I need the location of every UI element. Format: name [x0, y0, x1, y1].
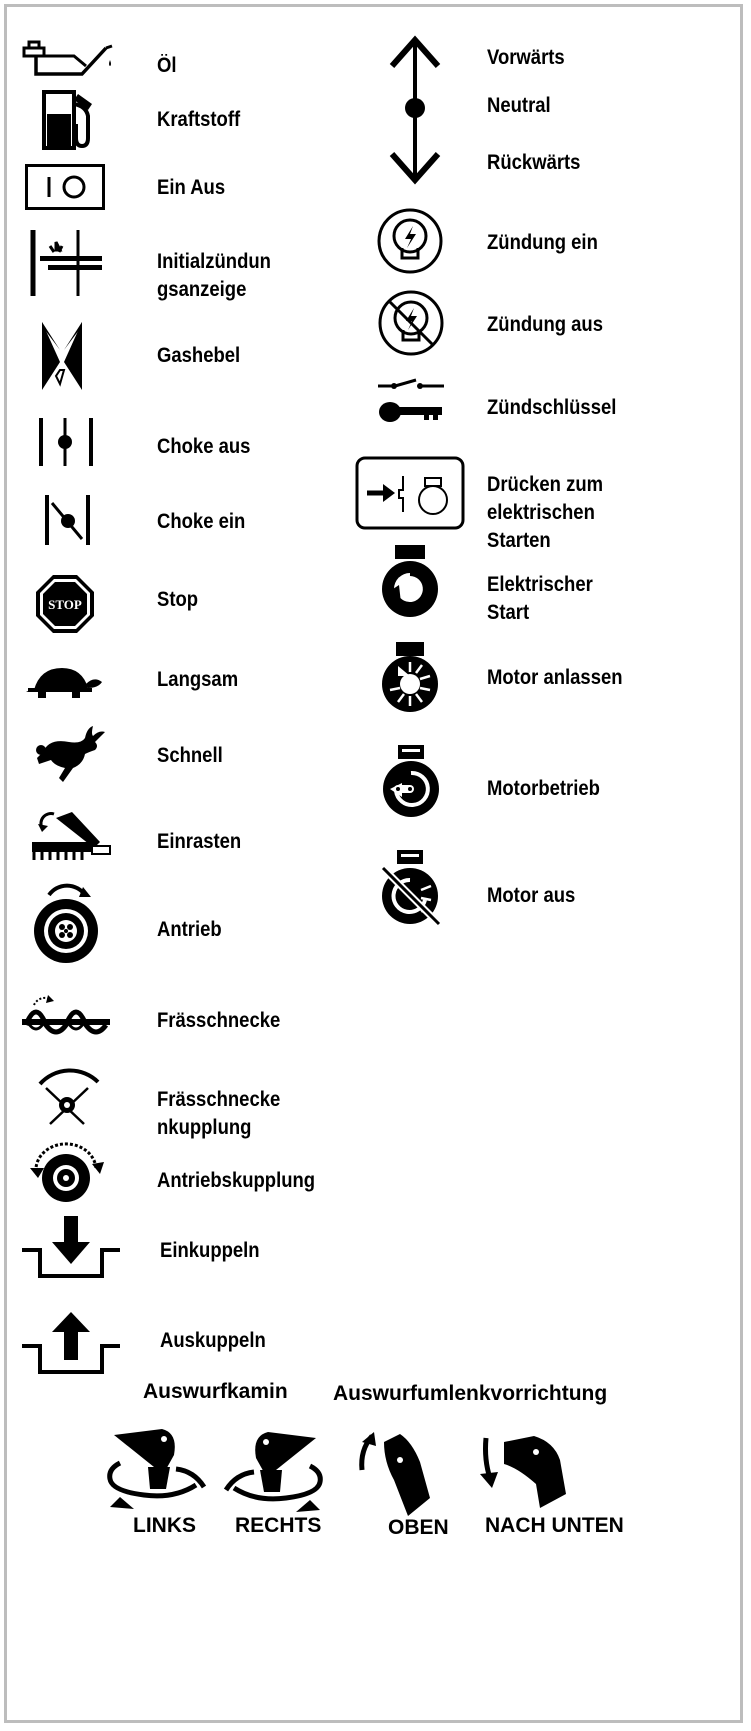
label-zuendschluessel: Zündschlüssel — [487, 396, 617, 419]
label-einrasten: Einrasten — [157, 830, 242, 853]
throttle-icon — [40, 322, 84, 392]
label-initialzuendung: Initialzündun gsanzeige — [157, 250, 271, 301]
ignition-key-icon — [378, 380, 446, 426]
ignition-off-icon — [378, 290, 444, 356]
stop-sign-text: STOP — [48, 597, 82, 612]
push-to-start-icon — [355, 456, 465, 530]
label-choke-aus: Choke aus — [157, 435, 251, 458]
label-oel: Öl — [157, 54, 177, 77]
primer-icon — [30, 230, 102, 298]
on-off-switch-icon — [25, 164, 105, 210]
label-antriebskupplung: Antriebskupplung — [157, 1169, 316, 1192]
fuel-pump-icon — [40, 88, 102, 150]
label-zuendung-ein: Zündung ein — [487, 231, 598, 254]
engine-start-icon — [378, 642, 442, 714]
caption-rechts: RECHTS — [235, 1514, 322, 1537]
auger-clutch-icon — [36, 1068, 100, 1128]
ignition-on-icon — [377, 208, 443, 274]
oil-can-icon — [24, 40, 114, 80]
label-antrieb: Antrieb — [157, 918, 222, 941]
stop-sign-icon — [35, 574, 95, 634]
deflector-down-icon — [478, 1434, 570, 1518]
label-neutral: Neutral — [487, 94, 551, 117]
label-vorwaerts: Vorwärts — [487, 46, 565, 69]
auger-icon — [20, 995, 112, 1039]
label-rueckwaerts: Rückwärts — [487, 151, 581, 174]
label-fraesschneckenkupplung: Frässchnecke nkupplung — [157, 1088, 281, 1139]
label-langsam: Langsam — [157, 668, 239, 691]
lever-lock-icon — [28, 808, 110, 864]
forward-neutral-reverse-arrow-icon — [390, 38, 440, 182]
engine-off-icon — [377, 850, 445, 926]
label-schnell: Schnell — [157, 744, 223, 767]
header-chute: Auswurfkamin — [143, 1380, 288, 1403]
label-ein-aus: Ein Aus — [157, 176, 226, 199]
label-kraftstoff: Kraftstoff — [157, 108, 241, 131]
turtle-icon — [26, 666, 104, 700]
electric-start-icon — [377, 545, 443, 619]
label-fraesschnecke: Frässchnecke — [157, 1009, 281, 1032]
caption-oben: OBEN — [388, 1516, 449, 1539]
label-auskuppeln: Auskuppeln — [160, 1329, 266, 1352]
label-motorbetrieb: Motorbetrieb — [487, 777, 600, 800]
choke-off-icon — [38, 418, 96, 468]
drive-clutch-icon — [28, 1140, 104, 1204]
label-zuendung-aus: Zündung aus — [487, 313, 604, 336]
label-druecken-starten: Drücken zum elektrischen Starten — [487, 473, 604, 552]
deflector-up-icon — [354, 1432, 438, 1518]
label-choke-ein: Choke ein — [157, 510, 246, 533]
label-gashebel: Gashebel — [157, 344, 241, 367]
engage-arrow-down-icon — [22, 1216, 122, 1278]
label-stop: Stop — [157, 588, 199, 611]
disengage-arrow-up-icon — [22, 1312, 122, 1374]
header-deflector: Auswurfumlenkvorrichtung — [333, 1382, 608, 1405]
label-einkuppeln: Einkuppeln — [160, 1239, 260, 1262]
caption-nach-unten: NACH UNTEN — [485, 1514, 624, 1537]
choke-on-icon — [44, 495, 92, 547]
label-motor-anlassen: Motor anlassen — [487, 666, 623, 689]
engine-run-icon — [380, 745, 442, 819]
chute-left-icon — [104, 1427, 208, 1517]
rabbit-icon — [33, 724, 105, 784]
drive-wheel-icon — [33, 875, 99, 965]
caption-links: LINKS — [133, 1514, 196, 1537]
label-elektrischer-start: Elektrischer Start — [487, 573, 593, 624]
chute-right-icon — [222, 1430, 326, 1520]
label-motor-aus: Motor aus — [487, 884, 576, 907]
